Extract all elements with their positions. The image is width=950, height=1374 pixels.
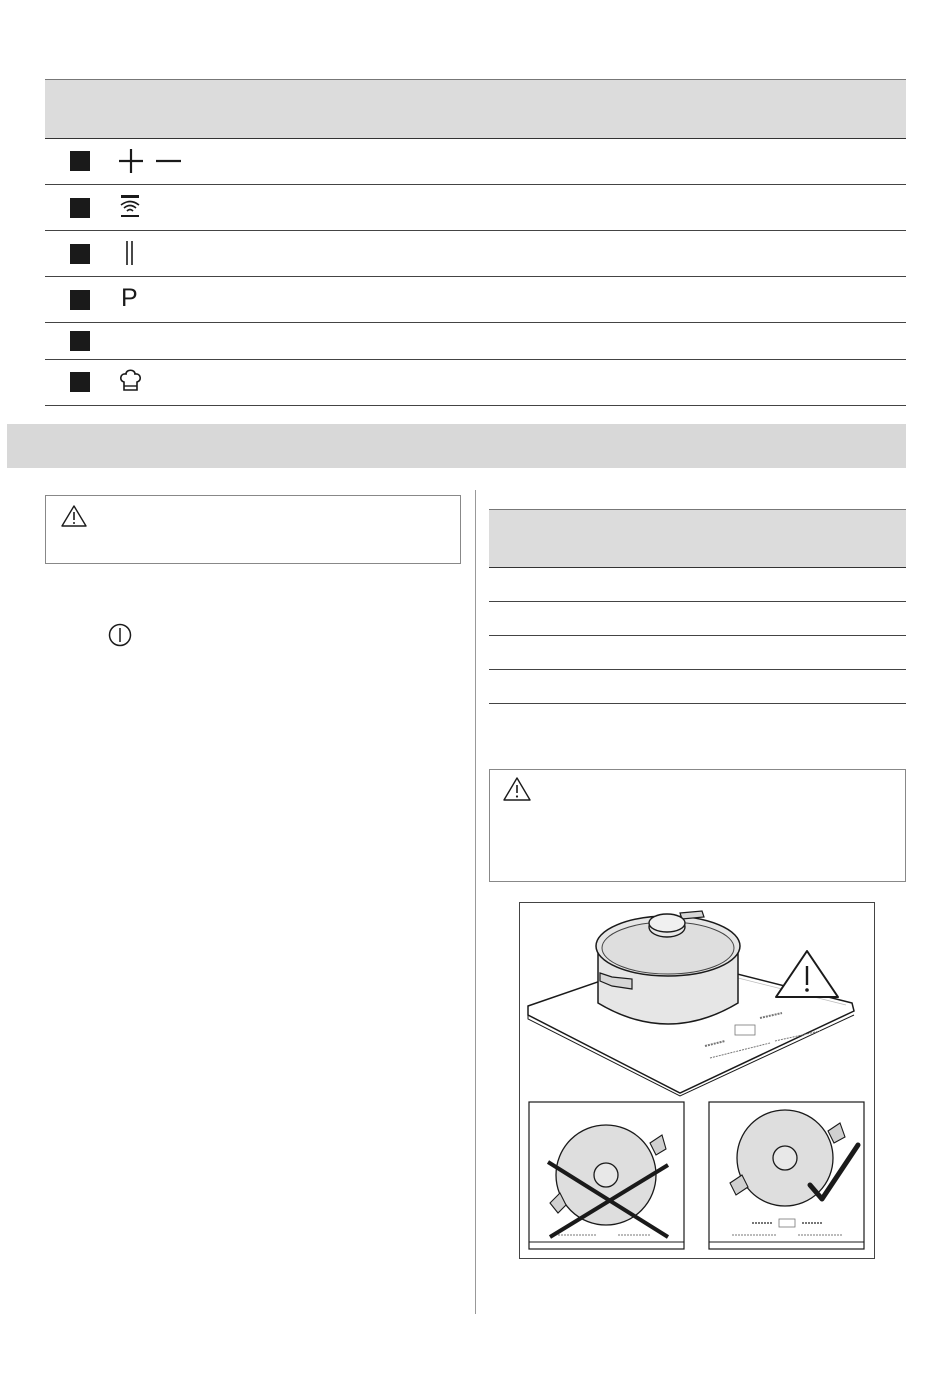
power-boost-icon: P (121, 284, 138, 312)
table-header (489, 509, 906, 568)
function-table (45, 79, 906, 406)
cookware-placement-illustration (519, 902, 875, 1259)
table-row (45, 360, 906, 406)
chef-hat-icon (118, 368, 144, 399)
function-table-header (45, 79, 906, 139)
table-row (45, 323, 906, 360)
table-row (489, 602, 906, 636)
hob-to-hood-icon (118, 193, 144, 226)
indicator-square (70, 290, 90, 310)
column-divider (475, 490, 476, 1314)
indicator-square (70, 244, 90, 264)
table-row (45, 231, 906, 277)
indicator-square (70, 151, 90, 171)
illustration-drawing (520, 903, 874, 1258)
table-row (489, 568, 906, 602)
heat-settings-table (489, 509, 906, 704)
warning-box (45, 495, 461, 564)
section-heading-band (7, 424, 906, 468)
table-row (45, 185, 906, 231)
indicator-square (70, 331, 90, 351)
table-row (489, 670, 906, 704)
table-row (45, 139, 906, 185)
table-row (45, 277, 906, 323)
pause-icon (118, 239, 138, 272)
warning-icon (502, 776, 532, 807)
warning-icon (60, 504, 88, 533)
indicator-square (70, 198, 90, 218)
power-icon (107, 622, 133, 653)
table-row (489, 636, 906, 670)
warning-box (489, 769, 906, 882)
indicator-square (70, 372, 90, 392)
plus-minus-icon (118, 145, 182, 182)
